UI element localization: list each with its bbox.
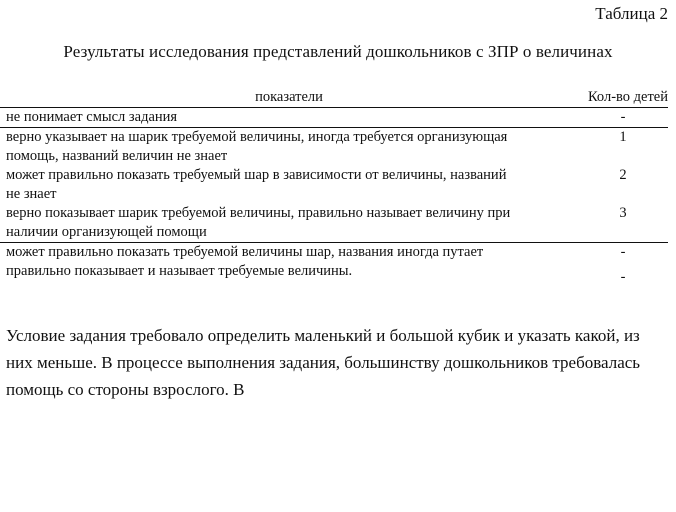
indicator-cell: верно указывает на шарик требуемой величины, иногда требуется организующая помощь, названий величин не знает [6, 129, 508, 164]
document-title: Результаты исследования представлений дошкольников с ЗПР о величинах [63, 42, 613, 61]
count-cell: - [518, 108, 668, 128]
table-row [0, 128, 668, 167]
table-row [0, 204, 668, 243]
indicator-cell: может правильно показать требуемый шар в зависимости от величины, названий не знает [6, 167, 507, 202]
table-caption: Таблица 2 [595, 4, 668, 23]
table-row [0, 166, 668, 204]
count-cell: 3 [518, 204, 668, 243]
table-row [0, 243, 668, 263]
table-row [0, 262, 668, 287]
indicator-cell: может правильно показать требуемой величины шар, названия иногда путает [6, 244, 484, 260]
count-cell: - [620, 269, 626, 285]
table-header-row [0, 88, 668, 108]
indicator-cell: правильно показывает и называет требуемые величины. [6, 263, 353, 279]
indicator-cell: не понимает смысл задания [0, 108, 518, 128]
header-child-count: Кол-во детей [518, 88, 668, 108]
body-paragraph: Условие задания требовало определить маленький и большой кубик и указать какой, из них меньше. В процессе выполнения задания, большинству дошкольников требовалась помощь со стороны взрослого. В [6, 326, 641, 399]
table-row [0, 108, 668, 128]
indicator-cell: верно показывает шарик требуемой величины, правильно называет величину при наличии организующей помощи [0, 204, 518, 243]
results-table [0, 88, 668, 287]
count-cell: - [620, 244, 626, 260]
header-indicators: показатели [0, 88, 518, 108]
count-cell: 1 [619, 129, 627, 145]
count-cell: 2 [619, 167, 627, 183]
